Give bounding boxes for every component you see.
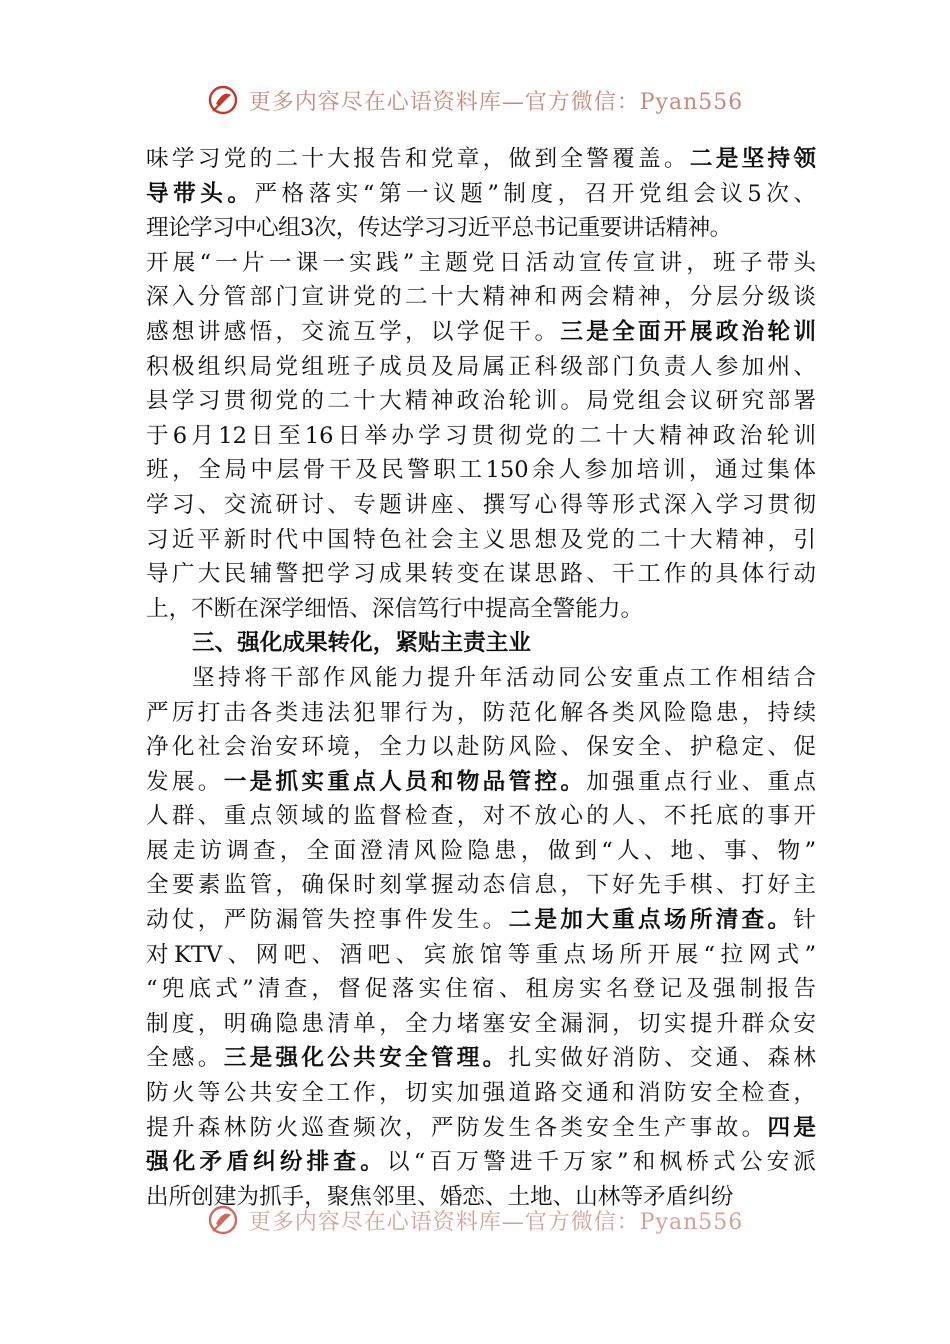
text-span: “兜底式”清查，督促落实住宿、租房实名登记及强制报告 [146,976,816,1003]
text-line [146,1145,816,1180]
text-span: 坚持将干部作风能力提升年活动同公安重点工作相结合 [192,664,816,691]
text-span: 于6月12日至16日举办学习贯彻党的二十大精神政治轮训 [146,422,816,449]
page-footer-watermark [0,1204,950,1236]
text-line [146,696,816,731]
text-span: 导广大民辅警把学习成果转变在谋思路、干工作的具体行动 [146,561,816,588]
text-line [146,142,816,177]
text-line [146,972,816,1007]
header-text: 更多内容尽在心语资料库—官方微信：Pyan556 [248,89,744,115]
text-span: 针 [793,907,817,934]
text-line [146,868,816,903]
bold-text-span: 强化矛盾纠纷排查。 [146,1149,388,1176]
text-span: 展走访调查，全面澄清风险隐患，做到“人、地、事、物” [146,837,816,864]
text-line [146,834,816,869]
text-span: 积极组织局党组班子成员及局属正科级部门负责人参加州、 [146,353,816,380]
text-line [146,315,816,350]
bold-text-span: 三是强化公共安全管理。 [223,1045,509,1072]
text-line [146,592,816,627]
text-span: 三、强化成果转化，紧贴主责主业 [192,630,531,657]
text-span: 理论学习中心组3次，传达学习习近平总书记重要讲话精神。 [146,215,732,242]
text-line [146,419,816,454]
bold-text-span: 三是全面开展政治轮训 [560,318,817,345]
text-line [146,938,816,973]
text-line [146,177,816,212]
text-span: 净化社会治安环境，全力以赴防风险、保安全、护稳定、促 [146,734,816,761]
text-line [146,350,816,385]
text-span: 班，全局中层骨干及民警职工150余人参加培训，通过集体 [146,457,816,484]
footer-text: 更多内容尽在心语资料库—官方微信：Pyan556 [248,1209,744,1235]
document-body [146,142,816,1214]
text-span: 全感。 [146,1045,224,1072]
text-span: 提升森林防火巡查频次，严防发生各类安全生产事故。 [146,1114,768,1141]
text-line [146,246,816,281]
text-line [146,523,816,558]
text-span: 开展“一片一课一实践”主题党日活动宣传宣讲，班子带头 [146,249,816,276]
bold-text-span: 二是坚持领 [689,146,817,172]
text-line [146,384,816,419]
text-span: 上，不断在深学细悟、深信笃行中提高全警能力。 [146,595,644,622]
text-line [146,557,816,592]
text-line [146,1041,816,1076]
text-span: 深入分管部门宣讲党的二十大精神和两会精神，分层分级谈 [146,284,816,311]
brand-logo-icon [207,84,239,116]
text-line [146,799,816,834]
text-span: 以“百万警进千万家”和枫桥式公安派 [387,1149,816,1176]
bold-text-span: 一是抓实重点人员和物品管控。 [223,768,587,795]
text-span: 习近平新时代中国特色社会主义思想及党的二十大精神，引 [146,526,816,553]
bold-text-span: 四是 [767,1114,817,1141]
text-span: 动仗，严防漏管失控事件发生。 [146,907,509,934]
brand-logo-icon [207,1204,239,1236]
text-span: 严格落实“第一议题”制度，召开党组会议5次、 [254,180,816,207]
bold-text-span: 导带头。 [146,180,255,207]
text-span: 制度，明确隐患清单，全力堵塞安全漏洞，切实提升群众安 [146,1010,816,1037]
text-span: 扎实做好消防、交通、森林 [508,1045,817,1072]
text-line [146,1111,816,1146]
text-span: 全要素监管，确保时刻掌握动态信息，下好先手棋、打好主 [146,872,816,899]
text-span: 感想讲感悟，交流互学，以学促干。 [146,318,561,345]
text-span: 出所创建为抓手，聚焦邻里、婚恋、土地、山林等矛盾纠纷 [146,1183,734,1210]
text-line [146,903,816,938]
text-span: 县学习贯彻党的二十大精神政治轮训。局党组会议研究部署 [146,388,816,415]
text-span: 人群、重点领域的监督检查，对不放心的人、不托底的事开 [146,803,816,830]
text-line [146,730,816,765]
bold-text-span: 二是加大重点场所清查。 [508,907,794,934]
text-span: 发展。 [146,768,224,795]
text-line [146,661,816,696]
text-line [146,765,816,800]
text-span: 防火等公共安全工作，切实加强道路交通和消防安全检查， [146,1080,816,1107]
text-line [146,453,816,488]
text-line [146,211,816,246]
text-span: 学习、交流研讨、专题讲座、撰写心得等形式深入学习贯彻 [146,491,816,518]
section-heading [146,626,816,661]
page-header-watermark [0,84,950,116]
text-line [146,1076,816,1111]
text-span: 加强重点行业、重点 [586,768,817,795]
text-span: 味学习党的二十大报告和党章，做到全警覆盖。 [146,146,690,172]
text-span: 对KTV、网吧、酒吧、宾旅馆等重点场所开展“拉网式” [146,941,816,968]
text-line [146,488,816,523]
text-span: 严厉打击各类违法犯罪行为，防范化解各类风险隐患，持续 [146,699,816,726]
text-line [146,280,816,315]
text-line [146,1007,816,1042]
